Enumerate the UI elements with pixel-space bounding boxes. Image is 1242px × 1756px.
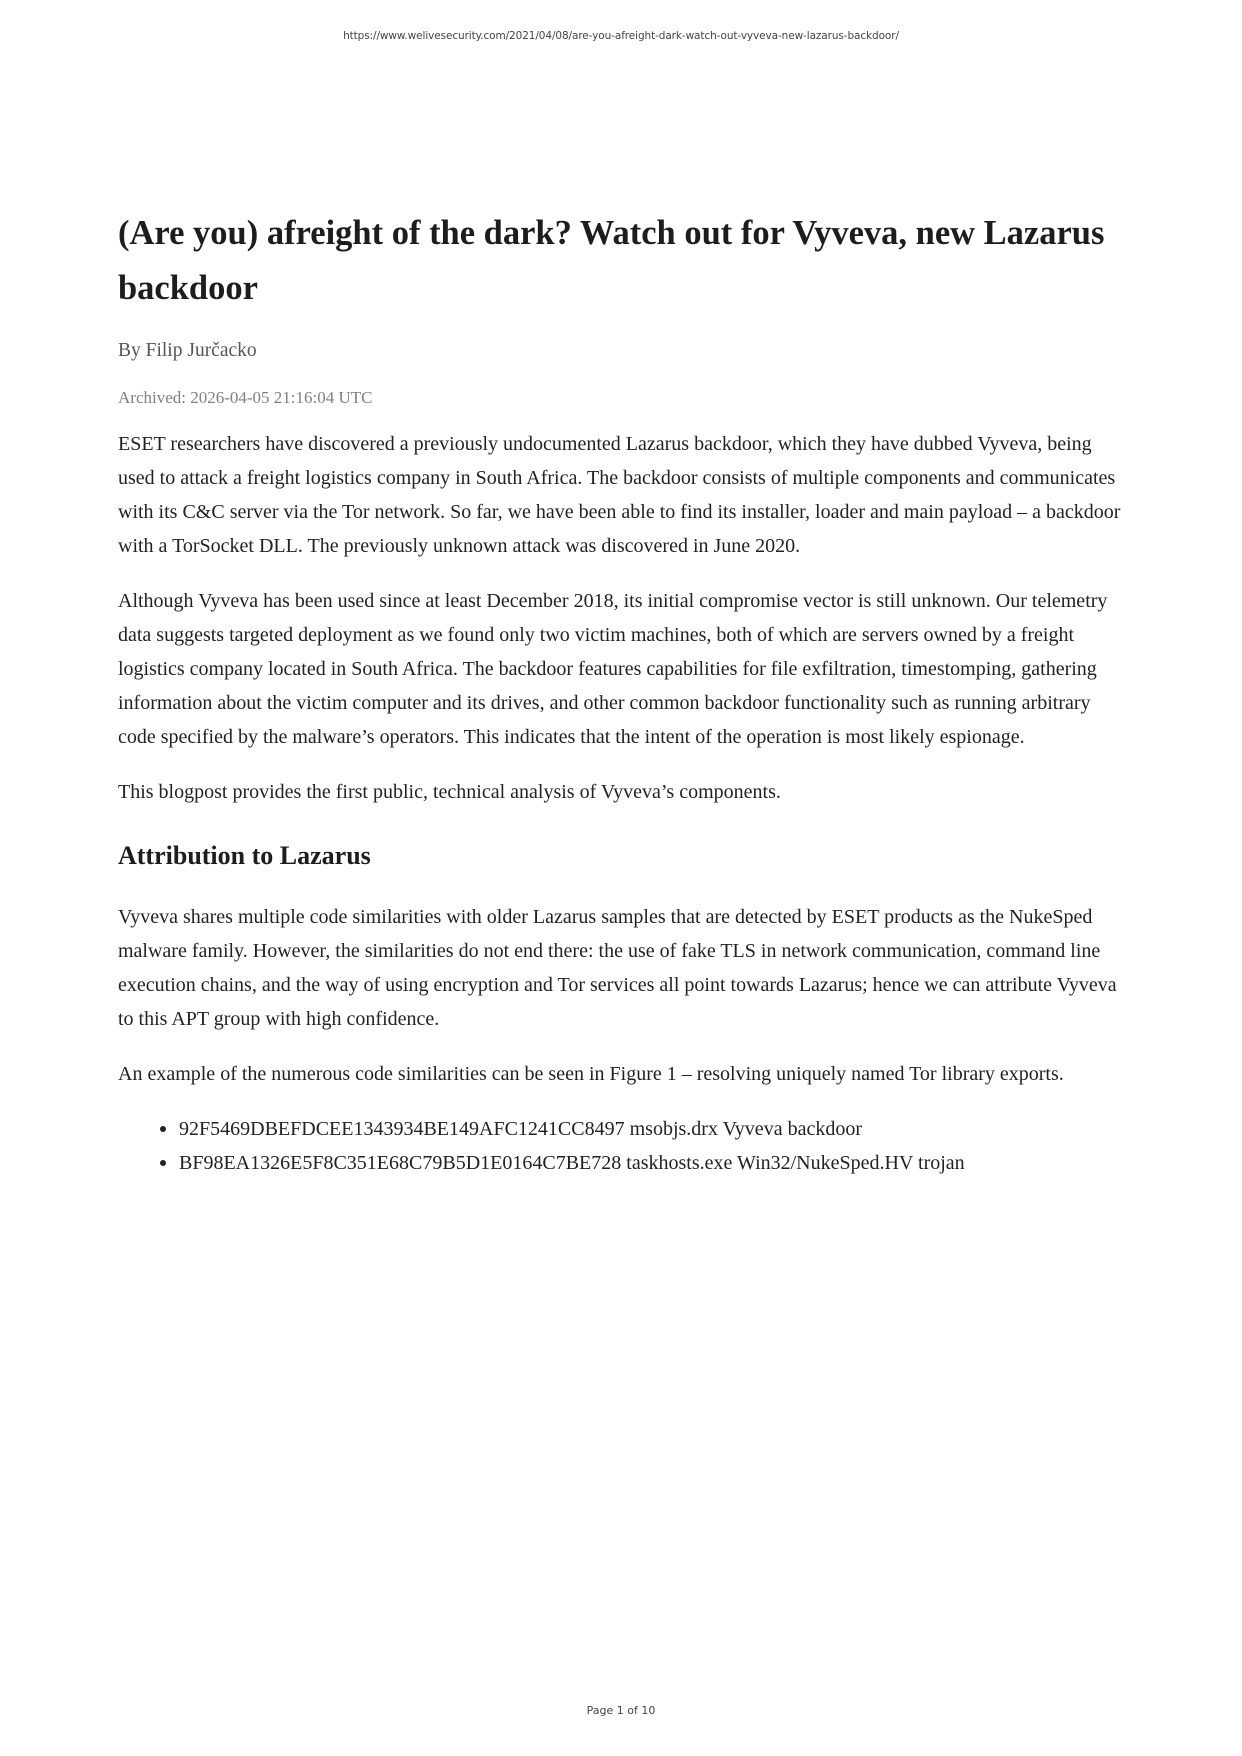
article-author: By Filip Jurčacko	[118, 340, 257, 361]
hash-entry: BF98EA1326E5F8C351E68C79B5D1E0164C7BE728 taskhosts.exe Win32/NukeSped.HV trojan	[179, 1152, 965, 1174]
figure-reference-paragraph: An example of the numerous code similarities can be seen in Figure 1 – resolving uniquely named Tor library exports.	[118, 1063, 1064, 1085]
article	[118, 206, 1128, 1180]
summary-paragraph: This blogpost provides the first public, technical analysis of Vyveva’s components.	[118, 781, 781, 803]
sample-hash-list	[118, 1112, 1128, 1180]
hash-entry: 92F5469DBEFDCEE1343934BE149AFC1241CC8497 msobjs.drx Vyveva backdoor	[179, 1118, 862, 1140]
archived-timestamp: Archived: 2026-04-05 21:16:04 UTC	[118, 388, 373, 407]
context-paragraph: Although Vyveva has been used since at least December 2018, its initial compromise vector is still unknown. Our telemetry data suggests targeted deployment as we found only two victim machines, both of which are servers owned by a freight logistics company located in South Africa. The backdoor features capabilities for file exfiltration, timestomping, gathering information about the victim computer and its drives, and other common backdoor functionality such as running arbitrary code specified by the malware’s operators. This indicates that the intent of the operation is most likely espionage.	[118, 590, 1108, 748]
list-item	[118, 1112, 1128, 1146]
page-number: Page 1 of 10	[586, 1704, 656, 1717]
article-title: (Are you) afreight of the dark? Watch out for Vyveva, new Lazarus backdoor	[118, 214, 1105, 307]
attribution-paragraph: Vyveva shares multiple code similarities with older Lazarus samples that are detected by ESET products as the NukeSped malware family. However, the similarities do not end there: the use of fake TLS in network communication, command line execution chains, and the way of using encryption and Tor services all point towards Lazarus; hence we can attribute Vyveva to this APT group with high confidence.	[118, 906, 1117, 1030]
bullet-icon	[160, 1126, 166, 1132]
intro-paragraph: ESET researchers have discovered a previously undocumented Lazarus backdoor, which they have dubbed Vyveva, being used to attack a freight logistics company in South Africa. The backdoor consists of multiple components and communicates with its C&C server via the Tor network. So far, we have been able to find its installer, loader and main payload – a backdoor with a TorSocket DLL. The previously unknown attack was discovered in June 2020.	[118, 433, 1121, 557]
bullet-icon	[160, 1160, 166, 1166]
page-header-url: https://www.welivesecurity.com/2021/04/08/are-you-afreight-dark-watch-out-vyveva-new-lazarus-backdoor/	[343, 30, 899, 42]
section-heading-attribution: Attribution to Lazarus	[118, 841, 371, 870]
list-item	[118, 1146, 1128, 1180]
